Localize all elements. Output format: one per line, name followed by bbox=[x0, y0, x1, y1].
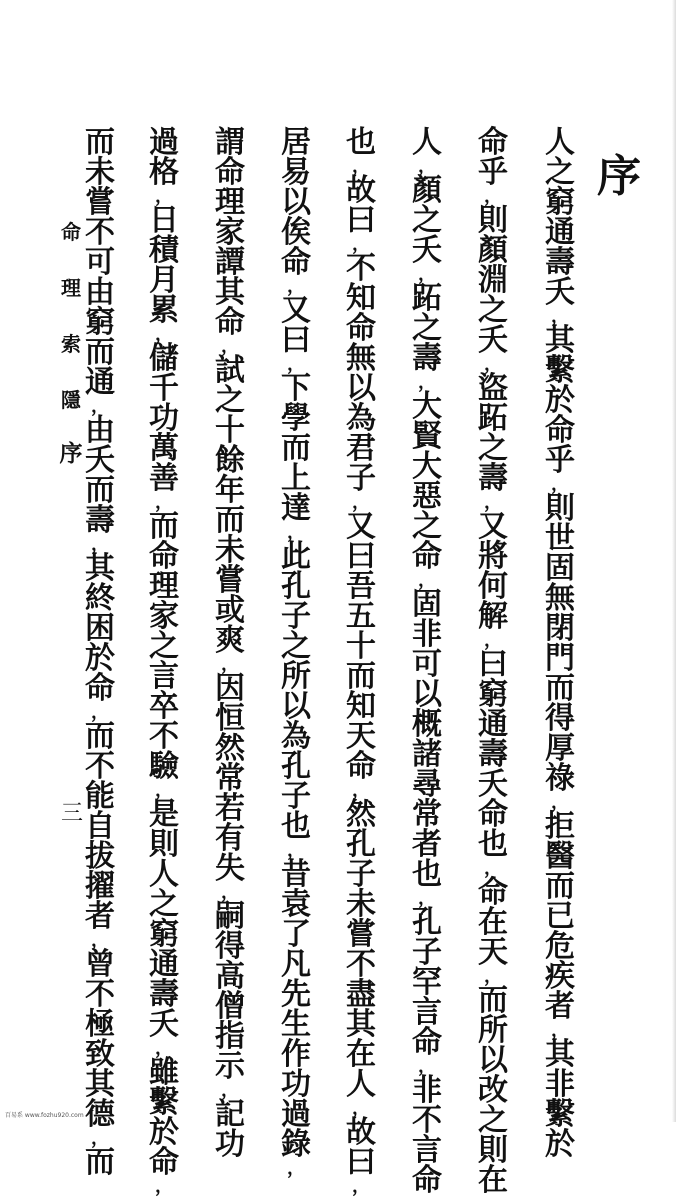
margin-book-title bbox=[56, 222, 86, 858]
margin-title-char: 隱 bbox=[61, 388, 81, 412]
text-column: 而 未 嘗 不 可 由 窮 而 通 ， 由 夭 而 壽 ， 其 終 困 於 命 ， 而 不 能 自 拔 擢 者 ， 曾 不 極 致 其 德 ， 而 bbox=[85, 125, 115, 1180]
footer-watermark: 百易系 www.fozhu920.com bbox=[5, 1112, 84, 1119]
margin-title-char: 索 bbox=[61, 332, 81, 356]
text-column: 命 乎 ， 則 顏 淵 之 夭 ， 盜 跖 之 壽 ， 又 將 何 解 ， 曰 窮 通 壽 夭 命 也 ， 命 在 天 ， 而 所 以 改 之 則 在 bbox=[478, 125, 508, 1198]
text-column: 人 之 窮 通 壽 夭 ， 其 繫 於 命 乎 ， 則 世 固 無 閉 門 而 得 厚 祿 ， 拒 醫 而 已 危 疾 者 ， 其 非 繫 於 bbox=[545, 125, 575, 1162]
text-column: 過 格 ， 日 積 月 累 ， 儲 千 功 萬 善 ， 而 命 理 家 之 言 卒 不 驗 ， 是 則 人 之 窮 通 壽 夭 ， 雖 繫 於 命 ， bbox=[149, 125, 179, 1197]
margin-chapter-label: 序 bbox=[59, 440, 83, 467]
text-column: 謂 命 理 家 譚 其 命 ， 試 之 十 餘 年 而 未 嘗 或 爽 ， 因 恒 然 常 若 有 失 ， 嗣 得 高 僧 指 示 ， 記 功 bbox=[215, 125, 245, 1162]
page-number: 三 bbox=[60, 801, 83, 826]
text-column: 也 ， 故 曰 ， 不 知 命 無 以 為 君 子 ， 又 曰 吾 五 十 而 知 天 命 ， 然 孔 子 未 嘗 不 盡 其 在 人 ， 故 曰 ， bbox=[346, 125, 376, 1197]
page-edge bbox=[672, 0, 676, 1122]
text-column: 人 ， 顏 之 夭 ， 跖 之 壽 ， 大 賢 大 惡 之 命 ， 固 非 可 以 概 諸 尋 常 者 也 ， 孔 子 罕 言 命 ， 非 不 言 命 bbox=[412, 125, 442, 1198]
page-title: 序 bbox=[597, 151, 641, 202]
text-column: 居 易 以 俟 命 ， 又 曰 ， 下 學 而 上 達 ， 此 孔 子 之 所 以 為 孔 子 也 ， 昔 袁 了 凡 先 生 作 功 過 錄 ， bbox=[281, 125, 311, 1179]
margin-title-char: 理 bbox=[61, 276, 81, 300]
margin-title-char: 命 bbox=[61, 220, 81, 244]
